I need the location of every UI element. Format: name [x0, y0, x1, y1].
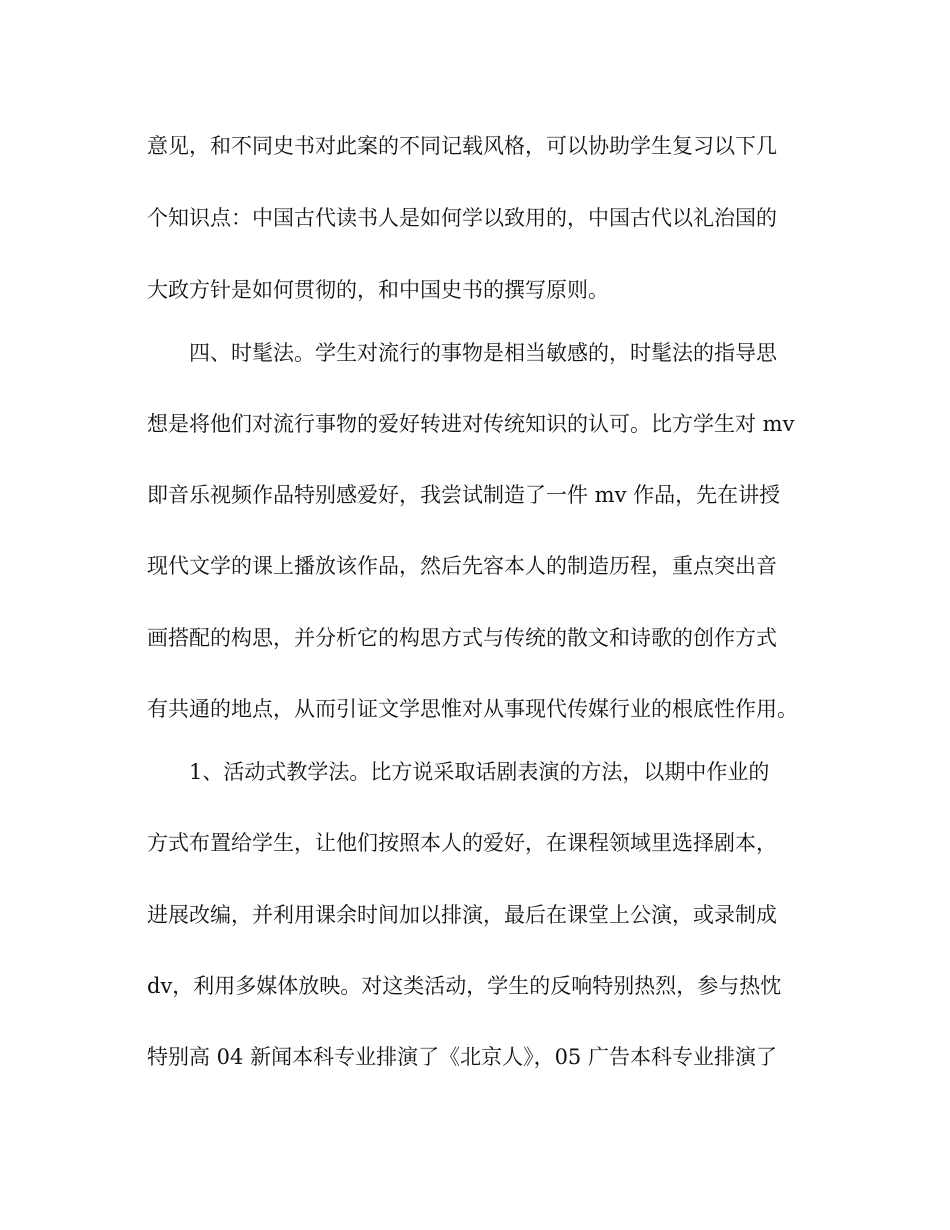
paragraph-line: 1、活动式教学法。比方说采取话剧表演的方法，以期中作业的 [189, 760, 770, 784]
paragraph-line: 画搭配的构思，并分析它的构思方式与传统的散文和诗歌的创作方式 [147, 626, 777, 650]
paragraph-line: 现代文学的课上播放该作品，然后先容本人的制造历程，重点突出音 [147, 554, 777, 578]
paragraph-line: 四、时髦法。学生对流行的事物是相当敏感的，时髦法的指导思 [189, 341, 777, 365]
paragraph-line: 想是将他们对流行事物的爱好转进对传统知识的认可。比方学生对 mv [147, 412, 795, 436]
paragraph-line: 大政方针是如何贯彻的，和中国史书的撰写原则。 [147, 278, 609, 302]
paragraph-line: dv，利用多媒体放映。对这类活动，学生的反响特别热烈，参与热忱 [147, 974, 782, 998]
paragraph-line: 有共通的地点，从而引证文学思惟对从事现代传媒行业的根底性作用。 [147, 697, 798, 721]
paragraph-line: 特别高 04 新闻本科专业排演了《北京人》，05 广告本科专业排演了 [147, 1045, 777, 1069]
paragraph-line: 即音乐视频作品特别感爱好，我尝试制造了一件 mv 作品，先在讲授 [147, 483, 781, 507]
paragraph-line: 进展改编，并利用课余时间加以排演，最后在课堂上公演，或录制成 [147, 903, 777, 927]
paragraph-line: 方式布置给学生，让他们按照本人的爱好，在课程领域里选择剧本， [147, 831, 777, 855]
paragraph-line: 个知识点：中国古代读书人是如何学以致用的，中国古代以礼治国的 [147, 206, 777, 230]
paragraph-line: 意见，和不同史书对此案的不同记载风格，可以协助学生复习以下几 [147, 134, 777, 158]
